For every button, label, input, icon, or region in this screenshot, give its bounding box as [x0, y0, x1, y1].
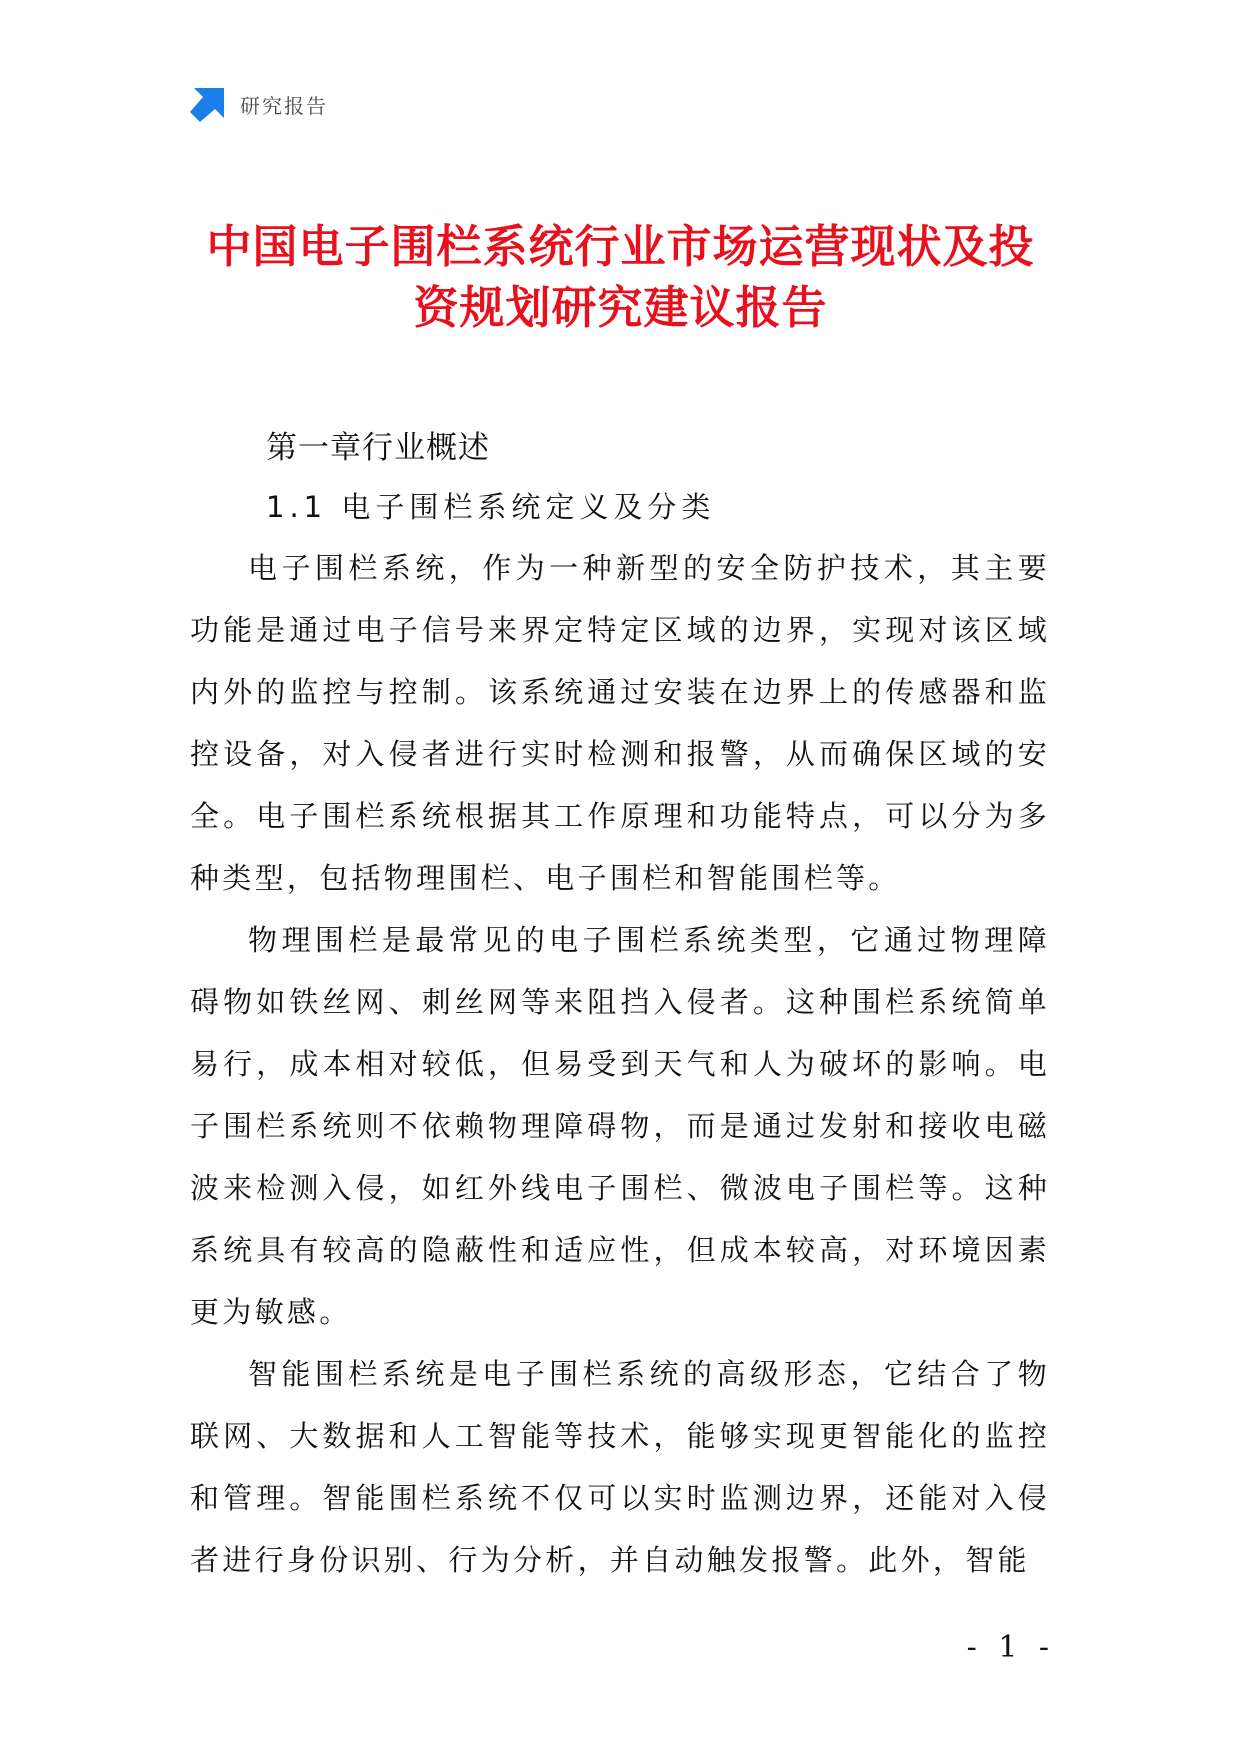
- title-line-2: 资规划研究建议报告: [413, 281, 828, 334]
- section-heading: 1.1 电子围栏系统定义及分类: [266, 490, 716, 524]
- report-header: [190, 86, 328, 122]
- title-line-1: 中国电子围栏系统行业市场运营现状及投: [206, 220, 1035, 273]
- paragraph-3: 智能围栏系统是电子围栏系统的高级形态，它结合了物联网、大数据和人工智能等技术，能够实现更智能化的监控和管理。智能围栏系统不仅可以实时监测边界，还能对入侵者进行身份识别、行为分析，并自动触发报警。此外，智能: [190, 1357, 1050, 1577]
- arrow-up-right-icon: [190, 86, 226, 122]
- body-text: [190, 537, 1050, 1591]
- paragraph-2: 物理围栏是最常见的电子围栏系统类型，它通过物理障碍物如铁丝网、刺丝网等来阻挡入侵者。这种围栏系统简单易行，成本相对较低，但易受到天气和人为破坏的影响。电子围栏系统则不依赖物理障碍物，而是通过发射和接收电磁波来检测入侵，如红外线电子围栏、微波电子围栏等。这种系统具有较高的隐蔽性和适应性，但成本较高，对环境因素更为敏感。: [190, 923, 1050, 1329]
- chapter-heading: 第一章行业概述: [266, 430, 490, 466]
- document-title: [150, 216, 1091, 338]
- page-number: - 1 -: [966, 1630, 1055, 1665]
- paragraph-1: 电子围栏系统，作为一种新型的安全防护技术，其主要功能是通过电子信号来界定特定区域的边界，实现对该区域内外的监控与控制。该系统通过安装在边界上的传感器和监控设备，对入侵者进行实时检测和报警，从而确保区域的安全。电子围栏系统根据其工作原理和功能特点，可以分为多种类型，包括物理围栏、电子围栏和智能围栏等。: [190, 551, 1050, 895]
- header-label: 研究报告: [240, 93, 328, 118]
